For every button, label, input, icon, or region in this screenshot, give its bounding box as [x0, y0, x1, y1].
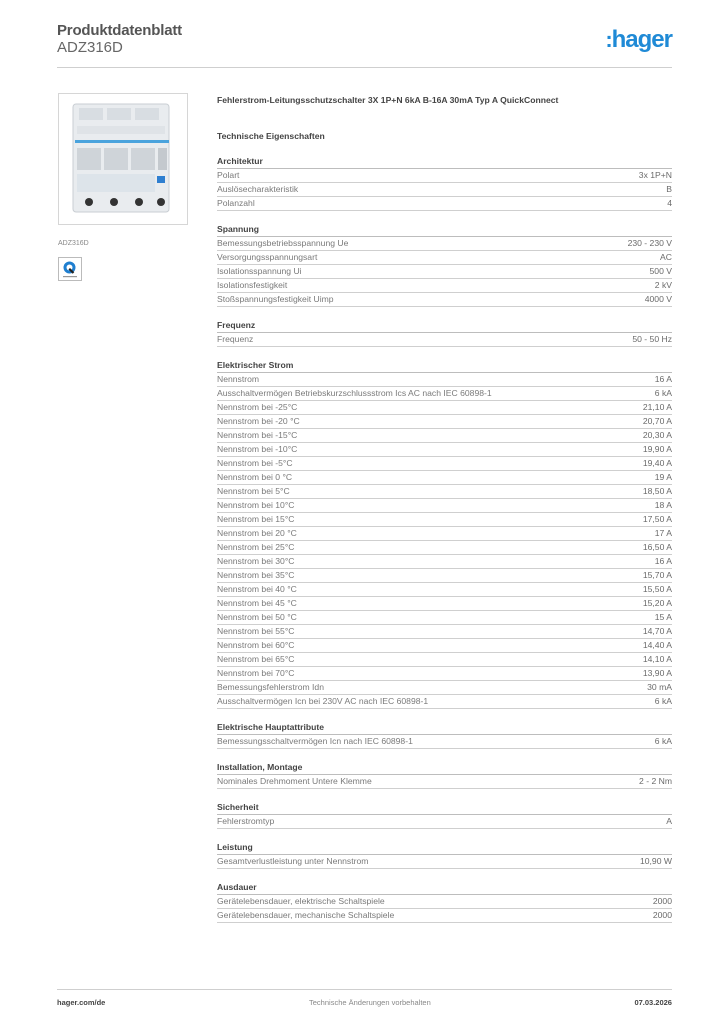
spec-label: Gerätelebensdauer, elektrische Schaltspiele — [217, 896, 385, 906]
spec-row — [217, 499, 672, 513]
spec-value: 19,90 A — [642, 444, 672, 454]
document-title: Produktdatenblatt — [57, 22, 182, 39]
spec-value: 30 mA — [647, 682, 672, 692]
page-header — [57, 22, 672, 70]
spec-value: 2000 — [652, 896, 672, 906]
spec-label: Nennstrom bei -25°C — [217, 402, 298, 412]
spec-label: Auslösecharakteristik — [217, 184, 299, 194]
spec-row — [217, 485, 672, 499]
spec-label: Nennstrom bei 15°C — [217, 514, 295, 524]
section-heading: Elektrische Hauptattribute — [217, 722, 672, 735]
spec-label: Frequenz — [217, 334, 254, 344]
spec-label: Gesamtverlustleistung unter Nennstrom — [217, 856, 369, 866]
page-footer — [57, 998, 672, 1007]
spec-value: 20,70 A — [642, 416, 672, 426]
spec-label: Nennstrom bei -20 °C — [217, 416, 300, 426]
spec-label: Isolationsfestigkeit — [217, 280, 288, 290]
spec-value: 15,20 A — [642, 598, 672, 608]
spec-label: Nennstrom bei 25°C — [217, 542, 295, 552]
header-divider — [57, 67, 672, 68]
spec-row — [217, 775, 672, 789]
spec-value: A — [666, 816, 672, 826]
spec-section — [217, 320, 672, 347]
spec-label: Nennstrom bei 0 °C — [217, 472, 293, 482]
spec-row — [217, 197, 672, 211]
spec-label: Bemessungsschaltvermögen Icn nach IEC 60898-1 — [217, 736, 413, 746]
image-caption: ADZ316D — [58, 240, 89, 247]
spec-label: Bemessungsfehlerstrom Idn — [217, 682, 324, 692]
spec-row — [217, 625, 672, 639]
spec-row — [217, 457, 672, 471]
spec-value: B — [666, 184, 672, 194]
spec-value: 19 A — [654, 472, 672, 482]
spec-label: Isolationsspannung Ui — [217, 266, 302, 276]
spec-row — [217, 815, 672, 829]
spec-label: Nennstrom bei 60°C — [217, 640, 295, 650]
spec-value: 16 A — [654, 374, 672, 384]
spec-label: Nennstrom bei 45 °C — [217, 598, 297, 608]
spec-section — [217, 224, 672, 307]
spec-label: Nennstrom bei 70°C — [217, 668, 295, 678]
spec-value: 230 - 230 V — [627, 238, 672, 248]
spec-row — [217, 183, 672, 197]
spec-row — [217, 373, 672, 387]
spec-value: 13,90 A — [642, 668, 672, 678]
spec-label: Nennstrom bei 30°C — [217, 556, 295, 566]
section-heading: Installation, Montage — [217, 762, 672, 775]
spec-value: 17 A — [654, 528, 672, 538]
spec-label: Nennstrom — [217, 374, 260, 384]
spec-row — [217, 695, 672, 709]
spec-label: Nennstrom bei -5°C — [217, 458, 293, 468]
spec-row — [217, 265, 672, 279]
section-heading: Spannung — [217, 224, 672, 237]
spec-value: 4000 V — [644, 294, 672, 304]
spec-label: Gerätelebensdauer, mechanische Schaltspiele — [217, 910, 395, 920]
datasheet-content — [217, 95, 672, 923]
spec-label: Ausschaltvermögen Icn bei 230V AC nach IEC 60898-1 — [217, 696, 429, 706]
spec-value: 2000 — [652, 910, 672, 920]
rcbo-device-icon — [67, 102, 177, 217]
spec-label: Polanzahl — [217, 198, 255, 208]
spec-label: Nennstrom bei 35°C — [217, 570, 295, 580]
spec-row — [217, 527, 672, 541]
spec-row — [217, 639, 672, 653]
spec-value: 2 kV — [654, 280, 672, 290]
spec-row — [217, 293, 672, 307]
spec-row — [217, 387, 672, 401]
product-image-column — [58, 93, 198, 281]
spec-row — [217, 251, 672, 265]
spec-value: 6 kA — [654, 388, 672, 398]
spec-row — [217, 401, 672, 415]
spec-label: Fehlerstromtyp — [217, 816, 275, 826]
spec-row — [217, 653, 672, 667]
spec-row — [217, 237, 672, 251]
spec-row — [217, 333, 672, 347]
spec-row — [217, 735, 672, 749]
section-heading: Elektrischer Strom — [217, 360, 672, 373]
spec-label: Nennstrom bei 50 °C — [217, 612, 297, 622]
spec-row — [217, 443, 672, 457]
spec-value: 20,30 A — [642, 430, 672, 440]
spec-label: Nominales Drehmoment Untere Klemme — [217, 776, 372, 786]
spec-value: 16,50 A — [642, 542, 672, 552]
spec-value: 4 — [667, 198, 672, 208]
section-heading: Ausdauer — [217, 882, 672, 895]
spec-row — [217, 429, 672, 443]
spec-sections — [217, 156, 672, 923]
spec-value: AC — [660, 252, 672, 262]
spec-value: 18 A — [654, 500, 672, 510]
section-heading: Sicherheit — [217, 802, 672, 815]
quickconnect-badge-icon — [58, 257, 82, 281]
disclaimer: Technische Änderungen vorbehalten — [309, 998, 431, 1007]
spec-section — [217, 156, 672, 211]
spec-value: 18,50 A — [642, 486, 672, 496]
spec-value: 19,40 A — [642, 458, 672, 468]
spec-value: 15,70 A — [642, 570, 672, 580]
spec-value: 14,70 A — [642, 626, 672, 636]
spec-value: 15 A — [654, 612, 672, 622]
spec-row — [217, 415, 672, 429]
spec-label: Nennstrom bei -15°C — [217, 430, 298, 440]
spec-value: 15,50 A — [642, 584, 672, 594]
print-date: 07.03.2026 — [634, 998, 672, 1007]
spec-row — [217, 895, 672, 909]
spec-row — [217, 681, 672, 695]
spec-label: Versorgungsspannungsart — [217, 252, 318, 262]
spec-label: Nennstrom bei 5°C — [217, 486, 290, 496]
spec-value: 6 kA — [654, 696, 672, 706]
technical-properties-title: Technische Eigenschaften — [217, 131, 325, 141]
spec-value: 17,50 A — [642, 514, 672, 524]
spec-section — [217, 360, 672, 709]
spec-row — [217, 279, 672, 293]
spec-row — [217, 471, 672, 485]
footer-divider — [57, 989, 672, 990]
spec-label: Nennstrom bei 20 °C — [217, 528, 297, 538]
spec-section — [217, 722, 672, 749]
spec-value: 500 V — [649, 266, 672, 276]
spec-section — [217, 882, 672, 923]
spec-value: 14,40 A — [642, 640, 672, 650]
spec-value: 50 - 50 Hz — [632, 334, 672, 344]
spec-label: Bemessungsbetriebsspannung Ue — [217, 238, 349, 248]
hager-logo: :hager — [605, 26, 672, 53]
spec-row — [217, 667, 672, 681]
spec-label: Nennstrom bei -10°C — [217, 444, 298, 454]
spec-value: 14,10 A — [642, 654, 672, 664]
section-heading: Leistung — [217, 842, 672, 855]
spec-label: Nennstrom bei 10°C — [217, 500, 295, 510]
product-image — [58, 93, 188, 225]
spec-row — [217, 583, 672, 597]
spec-label: Stoßspannungsfestigkeit Uimp — [217, 294, 334, 304]
spec-section — [217, 842, 672, 869]
spec-row — [217, 611, 672, 625]
spec-value: 16 A — [654, 556, 672, 566]
section-heading: Architektur — [217, 156, 672, 169]
spec-section — [217, 802, 672, 829]
website-link[interactable]: hager.com/de — [57, 998, 106, 1007]
spec-value: 10,90 W — [639, 856, 672, 866]
spec-row — [217, 555, 672, 569]
spec-label: Ausschaltvermögen Betriebskurzschlussstrom Ics AC nach IEC 60898-1 — [217, 388, 492, 398]
spec-row — [217, 855, 672, 869]
spec-section — [217, 762, 672, 789]
spec-value: 2 - 2 Nm — [639, 776, 672, 786]
spec-label: Nennstrom bei 55°C — [217, 626, 295, 636]
spec-label: Nennstrom bei 65°C — [217, 654, 295, 664]
product-name: Fehlerstrom-Leitungsschutzschalter 3X 1P+N 6kA B-16A 30mA Typ A QuickConnect — [217, 95, 559, 105]
spec-label: Polart — [217, 170, 240, 180]
spec-row — [217, 541, 672, 555]
spec-row — [217, 569, 672, 583]
spec-value: 3x 1P+N — [638, 170, 672, 180]
spec-row — [217, 169, 672, 183]
spec-row — [217, 597, 672, 611]
spec-label: Nennstrom bei 40 °C — [217, 584, 297, 594]
spec-row — [217, 909, 672, 923]
article-number: ADZ316D — [57, 39, 123, 56]
spec-value: 21,10 A — [642, 402, 672, 412]
section-heading: Frequenz — [217, 320, 672, 333]
spec-row — [217, 513, 672, 527]
spec-value: 6 kA — [654, 736, 672, 746]
